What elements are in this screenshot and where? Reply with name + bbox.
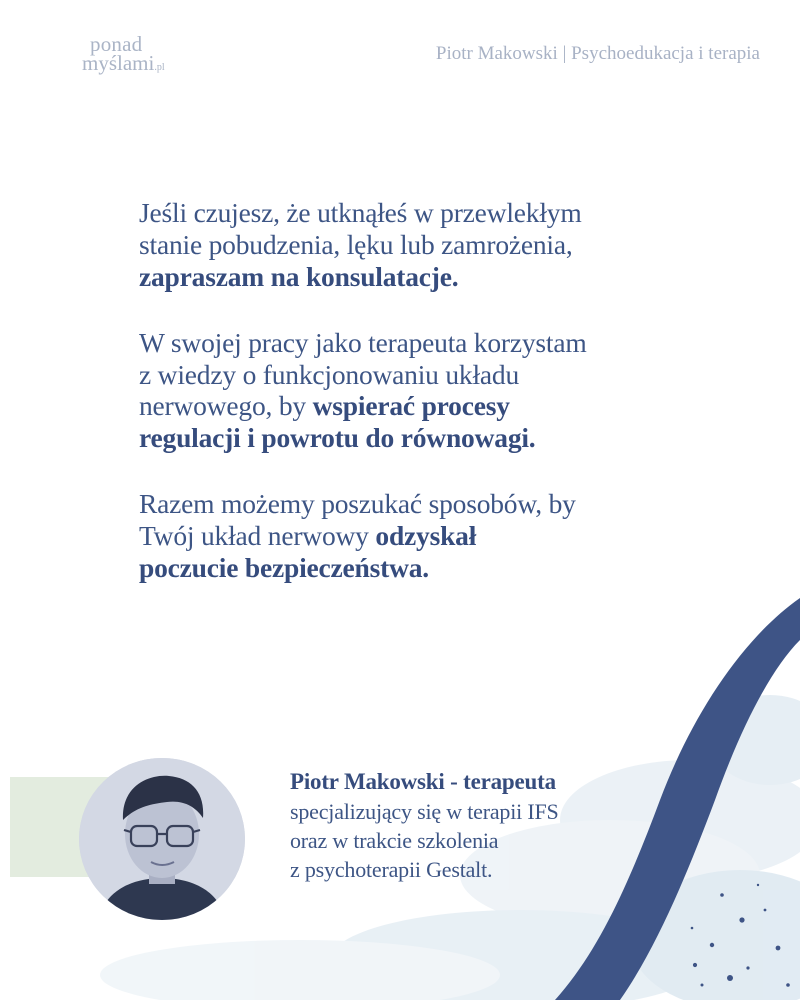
- p3-line1: Razem możemy poszukać sposobów, by: [139, 488, 576, 520]
- consultation-invite: zapraszam na konsulatacje.: [139, 260, 459, 292]
- p2-line1: W swojej pracy jako terapeuta korzystam: [139, 326, 587, 358]
- p2-line3: [139, 390, 739, 422]
- p2-line4: [139, 422, 739, 454]
- p3-line2-bold: odzyskał: [375, 520, 477, 552]
- person-portrait-icon: [79, 758, 245, 920]
- paragraph-approach: [139, 327, 739, 455]
- p3-line2: [139, 520, 739, 552]
- logo-line2: [82, 53, 165, 74]
- p3-line2-plain: Twój układ nerwowy: [139, 520, 376, 552]
- p3-line3-bold: poczucie bezpieczeństwa.: [139, 552, 429, 584]
- main-text: [139, 197, 739, 618]
- paragraph-invitation: [139, 197, 739, 293]
- logo-word: myślami: [82, 51, 155, 75]
- p3-line3: [139, 552, 739, 584]
- header-tagline: Piotr Makowski | Psychoedukacja i terapia: [435, 43, 760, 64]
- p2-line2: z wiedzy o funkcjonowaniu układu: [139, 358, 520, 390]
- p1-line1: Jeśli czujesz, że utknąłeś w przewlekłym: [139, 197, 582, 228]
- avatar: [79, 758, 245, 920]
- therapist-name: Piotr Makowski - terapeuta: [290, 769, 556, 794]
- logo-tld: .pl: [154, 62, 165, 73]
- p2-line3-bold: wspierać procesy: [312, 390, 510, 422]
- paragraph-together: [139, 488, 739, 584]
- logo-line1: ponad: [90, 32, 143, 56]
- p1-line3: [139, 261, 739, 293]
- p2-line4-bold: regulacji i powrotu do równowagi.: [139, 422, 536, 454]
- p2-line3-plain: nerwowego, by: [139, 390, 313, 422]
- brand-logo[interactable]: [82, 34, 165, 74]
- p1-line2: stanie pobudzenia, lęku lub zamrożenia,: [139, 228, 573, 260]
- bio-line4: z psychoterapii Gestalt.: [290, 857, 493, 883]
- bio-line2: specjalizujący się w terapii IFS: [290, 799, 559, 825]
- therapist-bio: [290, 767, 559, 884]
- bio-line3: oraz w trakcie szkolenia: [290, 828, 499, 854]
